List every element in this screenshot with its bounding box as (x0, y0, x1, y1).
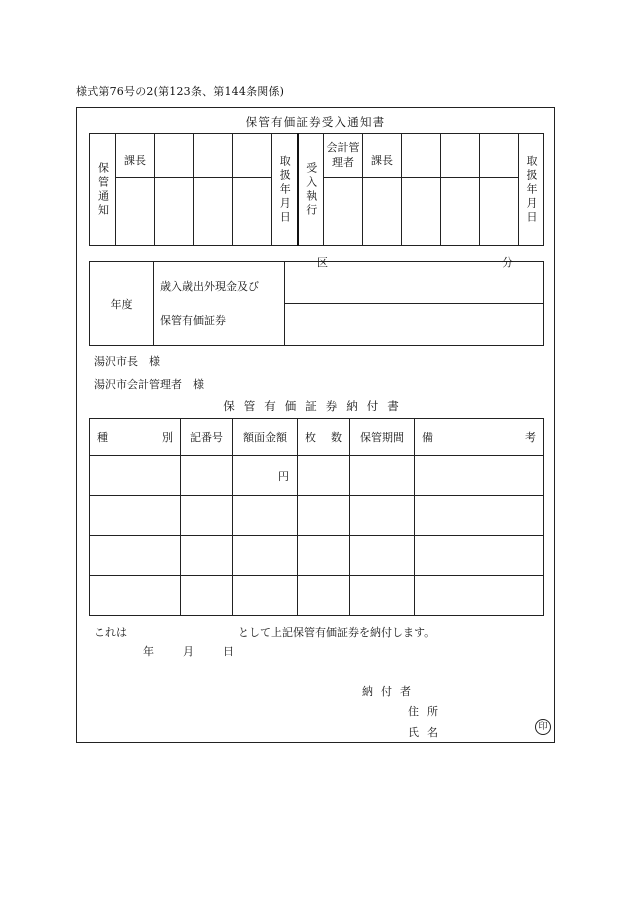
kacho2-cell (363, 134, 402, 178)
payment-slip-title: 保管有価証券納付書 (223, 399, 408, 413)
col-shubetsu (90, 419, 181, 456)
kubun-value-cell (285, 304, 544, 346)
stamp-cell (480, 178, 519, 246)
col-maisu-char1: 枚 (305, 431, 316, 444)
ku-label: 区 (317, 256, 328, 269)
year-classification-table (89, 256, 544, 346)
col-kiban: 記番号 (181, 419, 233, 456)
stamp-cell (155, 134, 194, 178)
col-gakumen: 額面金額 (233, 419, 298, 456)
col-biko-char1: 備 (422, 431, 433, 444)
kaikei-kanrisha-cell (324, 134, 363, 178)
kacho1-label: 課長 (124, 154, 146, 167)
stamp-cell (363, 178, 402, 246)
table-row (90, 456, 544, 496)
ukeire-shikko-label: 受入執行 (304, 161, 318, 218)
sainyu-line1: 歳入歳出外現金及び (160, 279, 259, 293)
table-row (90, 576, 544, 616)
stamp-cell (194, 134, 233, 178)
yen-unit: 円 (233, 456, 298, 496)
form-label: 様式第76号の2(第123条、第144条関係) (76, 85, 285, 98)
stamp-cell (480, 134, 519, 178)
date-month: 月 (183, 645, 194, 658)
addressee-mayor: 湯沢市長 様 (94, 355, 160, 368)
bun-label: 分 (502, 256, 513, 269)
stamp-cell (402, 178, 441, 246)
stamp-cell (324, 178, 363, 246)
col-maisu (298, 419, 350, 456)
stamp-cell (441, 178, 480, 246)
table-row (90, 536, 544, 576)
toriatsukai2-label: 取扱年月日 (525, 154, 538, 225)
stamp-cell (441, 134, 480, 178)
table-row (90, 496, 544, 536)
payer-label: 納付者 (362, 685, 419, 698)
col-kikan: 保管期間 (350, 419, 415, 456)
col-biko (415, 419, 544, 456)
col-shubetsu-char2: 別 (162, 431, 173, 444)
toriatsukai2-cell (519, 134, 544, 246)
hokan-tsuchi-cell (90, 134, 116, 246)
stamp-cell (194, 178, 233, 246)
ukeire-shikko-cell (298, 134, 324, 246)
nendo-label: 年度 (110, 297, 133, 311)
sainyu-cell (154, 262, 285, 346)
stamp-cell (116, 178, 155, 246)
kubun-cell (285, 256, 544, 304)
securities-table (89, 418, 544, 616)
stamp-cell (233, 134, 272, 178)
name-label: 氏名 (408, 726, 446, 739)
hokan-tsuchi-label: 保管通知 (96, 161, 110, 218)
kacho1-cell (116, 134, 155, 178)
date-year: 年 (143, 645, 154, 658)
sainyu-line2: 保管有価証券 (160, 313, 226, 327)
toriatsukai1-cell (272, 134, 298, 246)
statement-prefix: これは (94, 626, 127, 639)
table-header-row (90, 419, 544, 456)
kaikei-kanrisha-label: 会計管 理者 (326, 141, 360, 169)
stamp-cell (233, 178, 272, 246)
statement-suffix: として上記保管有価証券を納付します。 (238, 626, 436, 639)
kacho2-label: 課長 (371, 154, 393, 167)
stamp-cell (402, 134, 441, 178)
date-day: 日 (223, 645, 234, 658)
toriatsukai1-label: 取扱年月日 (278, 154, 292, 225)
notice-title: 保管有価証券受入通知書 (245, 115, 386, 129)
notice-approval-table (89, 133, 544, 246)
seal-mark: 印 (535, 719, 551, 735)
nendo-cell (90, 262, 154, 346)
col-shubetsu-char1: 種 (97, 431, 108, 444)
col-biko-char2: 考 (525, 431, 536, 444)
col-maisu-char2: 数 (331, 431, 342, 444)
stamp-cell (155, 178, 194, 246)
address-label: 住所 (408, 705, 446, 718)
addressee-accountant: 湯沢市会計管理者 様 (94, 378, 204, 391)
date-line (143, 643, 234, 659)
